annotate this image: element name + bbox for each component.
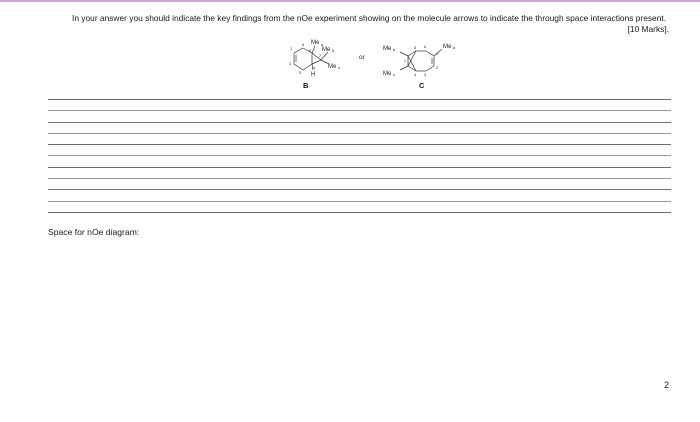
- space-label: Space for nOe diagram:: [48, 227, 140, 237]
- svg-text:4: 4: [313, 66, 316, 70]
- answer-line: [48, 155, 671, 156]
- svg-text:b: b: [332, 48, 335, 53]
- c-me-b: Me: [383, 46, 392, 52]
- svg-text:2: 2: [289, 62, 292, 66]
- svg-text:c: c: [393, 72, 395, 77]
- structure-c-diagram: [380, 38, 470, 78]
- top-border: [0, 0, 700, 2]
- c-me-a: Me: [443, 44, 452, 50]
- marks-label: [10 Marks].: [627, 24, 669, 34]
- svg-text:a: a: [321, 42, 324, 47]
- b-me-c: Me: [328, 64, 337, 70]
- svg-text:1: 1: [290, 47, 293, 51]
- answer-line: [48, 201, 671, 202]
- or-text: or: [359, 54, 365, 61]
- structure-c-label: C: [419, 81, 425, 90]
- answer-line: [48, 122, 671, 123]
- svg-text:c: c: [338, 65, 340, 70]
- answer-line: [48, 110, 671, 111]
- svg-text:7: 7: [319, 54, 322, 58]
- answer-line: [48, 178, 671, 179]
- answer-line: [48, 144, 671, 145]
- svg-text:3: 3: [424, 73, 427, 77]
- structure-b-diagram: [282, 36, 354, 82]
- b-me-b: Me: [322, 47, 331, 53]
- answer-line: [48, 99, 671, 100]
- answer-lines: [48, 99, 671, 223]
- page-number: 2: [664, 380, 670, 390]
- answer-line: [48, 133, 671, 134]
- svg-text:3: 3: [299, 71, 302, 75]
- answer-line: [48, 212, 671, 213]
- svg-text:4: 4: [414, 73, 417, 77]
- svg-text:5: 5: [309, 49, 312, 53]
- b-me-a: Me: [311, 40, 320, 46]
- svg-text:5: 5: [414, 46, 417, 50]
- svg-text:2: 2: [436, 66, 439, 70]
- svg-text:6: 6: [302, 43, 305, 47]
- answer-line: [48, 189, 671, 190]
- c-me-c: Me: [383, 71, 392, 77]
- b-h-atom: H: [311, 72, 316, 78]
- structure-b-label: B: [303, 81, 309, 90]
- svg-text:a: a: [453, 45, 456, 50]
- svg-text:6: 6: [424, 45, 427, 49]
- svg-text:7: 7: [404, 60, 407, 64]
- svg-text:1: 1: [436, 52, 439, 56]
- question-instruction: In your answer you should indicate the key findings from the nOe experiment showing on the molecule arrows to indicate the through space interactions present.: [72, 13, 667, 23]
- answer-line: [48, 167, 671, 168]
- svg-text:b: b: [393, 47, 396, 52]
